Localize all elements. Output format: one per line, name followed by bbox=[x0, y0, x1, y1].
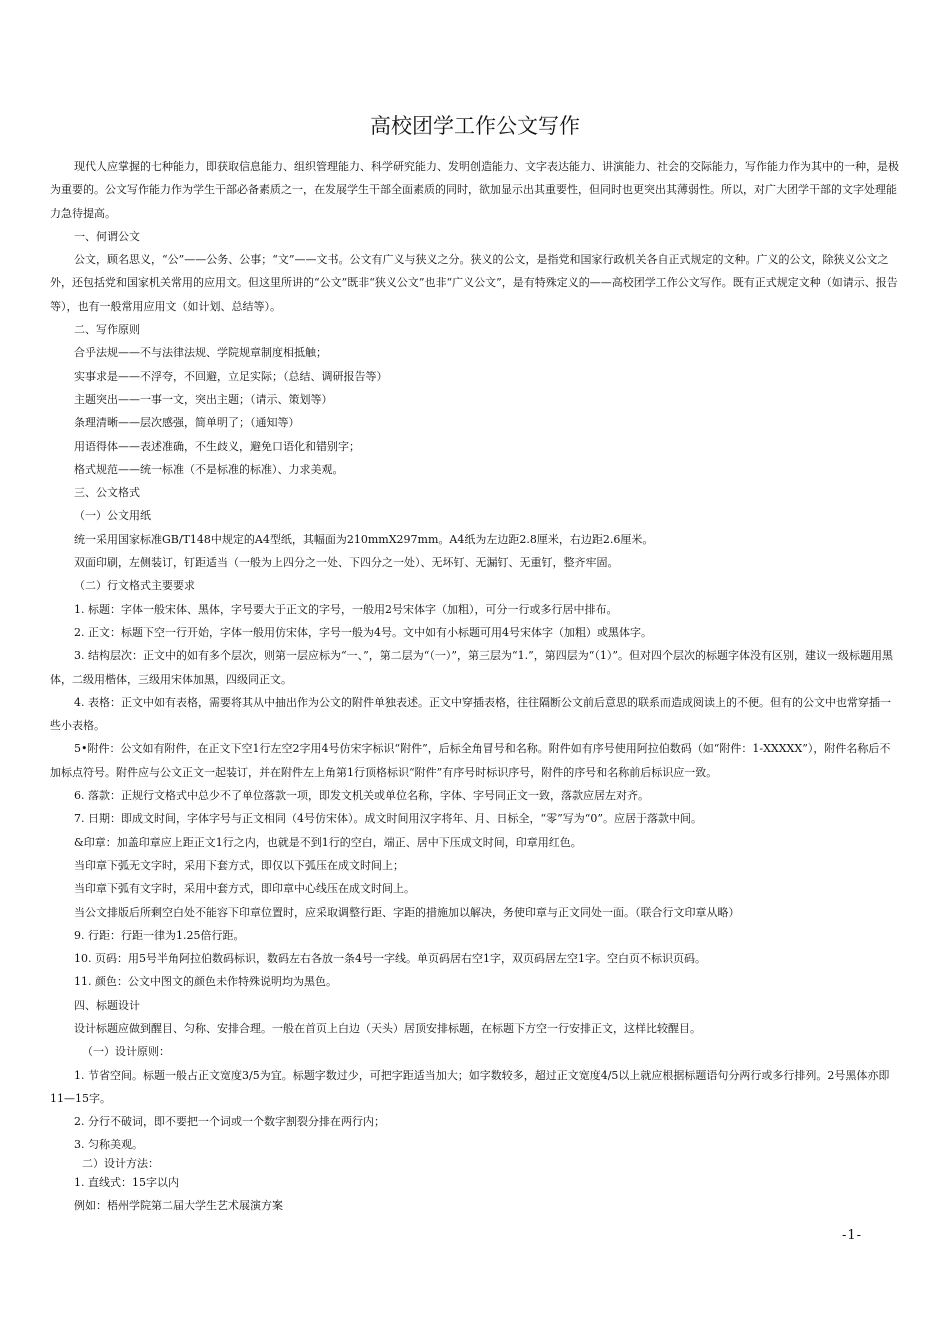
format-item: 10. 页码：用5号半角阿拉伯数码标识，数码左右各放一条4号一字线。单页码居右空1字，双页码居左空1字。空白页不标识页码。 bbox=[74, 952, 706, 966]
paragraph: 双面印刷，左侧装订，钉距适当（一般为上四分之一处、下四分之一处）、无坏钉、无漏钉、无重钉，整齐牢固。 bbox=[74, 556, 619, 570]
section-heading-1: 一、何谓公文 bbox=[74, 229, 140, 243]
format-item: 当公文排版后所剩空白处不能容下印章位置时，应采取调整行距、字距的措施加以解决，务使印章与正文同处一面。（联合行文印章从略） bbox=[74, 905, 740, 919]
format-item: 当印章下弧无文字时，采用下套方式，即仅以下弧压在成文时间上； bbox=[74, 858, 404, 872]
paragraph-definition: 公文，顾名思义，“公”——公务、公事；“文”——文书。公文有广义与狭义之分。狭义的公文，是指党和国家行政机关各自正式规定的文种。广义的公文，除狭义公文之外，还包括党和国家机关常用的应用文。但这里所讲的“公文”既非“狭义公文”也非“广义公文”，是有特殊定义的——高校团学工作公文写作。既有正式规定文种（如请示、报告等），也有一般常用应用文（如计划、总结等）。 bbox=[50, 253, 898, 313]
document-title: 高校团学工作公文写作 bbox=[370, 114, 580, 138]
section-heading-3: 三、公文格式 bbox=[74, 486, 140, 500]
format-item: 11. 颜色：公文中图文的颜色未作特殊说明均为黑色。 bbox=[74, 975, 337, 989]
page-number: -1- bbox=[842, 1228, 863, 1243]
document-body bbox=[50, 155, 900, 1217]
format-item: 1. 标题：字体一般宋体、黑体，字号要大于正文的字号，一般用2号宋体字（加粗），可分一行或多行居中排布。 bbox=[74, 602, 618, 616]
subsection-heading: （二）行文格式主要要求 bbox=[74, 579, 195, 593]
principle-item: 主题突出——一事一文，突出主题；（请示、策划等） bbox=[74, 392, 333, 406]
design-item: 3. 匀称美观。 bbox=[74, 1138, 143, 1152]
principle-item: 实事求是——不浮夸，不回避，立足实际；（总结、调研报告等） bbox=[74, 369, 388, 383]
intro-paragraph: 现代人应掌握的七种能力，即获取信息能力、组织管理能力、科学研究能力、发明创造能力、文字表达能力、讲演能力、社会的交际能力，写作能力作为其中的一种，是极为重要的。公文写作能力作为学生干部必备素质之一，在发展学生干部全面素质的同时，欲加显示出其重要性，但同时也更突出其薄弱性。所以，对广大团学干部的文字处理能力急待提高。 bbox=[50, 160, 899, 220]
subsection-heading: （一）公文用纸 bbox=[74, 509, 151, 523]
format-item: 4. 表格：正文中如有表格，需要将其从中抽出作为公文的附件单独表述。正文中穿插表格，往往隔断公文前后意思的联系而造成阅读上的不便。但有的公文中也常穿插一些小表格。 bbox=[50, 695, 891, 733]
principle-item: 条理清晰——层次感强，简单明了；（通知等） bbox=[74, 416, 300, 430]
format-item: &印章：加盖印章应上距正文1行之内，也就是不到1行的空白，端正、居中下压成文时间，印章用红色。 bbox=[74, 835, 582, 849]
paragraph: 设计标题应做到醒目、匀称、安排合理。一般在首页上白边（天头）居顶安排标题，在标题下方空一行安排正文，这样比较醒目。 bbox=[74, 1021, 701, 1035]
section-heading-2: 二、写作原则 bbox=[74, 323, 140, 337]
principle-item: 格式规范——统一标准（不是标准的标准）、力求美观。 bbox=[74, 462, 344, 476]
section-heading-4: 四、标题设计 bbox=[74, 998, 140, 1012]
format-item: 6. 落款：正规行文格式中总少不了单位落款一项，即发文机关或单位名称，字体、字号同正文一致，落款应居左对齐。 bbox=[74, 789, 649, 803]
subsection-heading: 二）设计方法： bbox=[82, 1156, 159, 1170]
format-item: 2. 正文：标题下空一行开始，字体一般用仿宋体，字号一般为4号。文中如有小标题可用4号宋体字（加粗）或黑体字。 bbox=[74, 625, 652, 639]
format-item: 当印章下弧有文字时，采用中套方式，即印章中心线压在成文时间上。 bbox=[74, 882, 415, 896]
subsection-heading: （一）设计原则： bbox=[82, 1045, 170, 1059]
format-item: 7. 日期：即成文时间，字体字号与正文相同（4号仿宋体）。成文时间用汉字将年、月、日标全，“零”写为“0”。应居于落款中间。 bbox=[74, 812, 702, 826]
format-item: 9. 行距：行距一律为1.25倍行距。 bbox=[74, 928, 245, 942]
format-item: 5•附件：公文如有附件，在正文下空1行左空2字用4号仿宋字标识“附件”，后标全角冒号和名称。附件如有序号使用阿拉伯数码（如“附件：1-XXXXX”），附件名称后不加标点符号。附件应与公文正文一起装订，并在附件左上角第1行顶格标识“附件”有序号时标识序号，附件的序号和名称前后标识应一致。 bbox=[50, 742, 891, 779]
format-item: 3. 结构层次：正文中的如有多个层次，则第一层应标为“一、”，第二层为“（一）”，第三层为“1.”，第四层为“（1）”。但对四个层次的标题字体没有区别，建议一级标题用黑体，二级用楷体，三级用宋体加黑，四级同正文。 bbox=[50, 649, 893, 686]
design-item: 1. 直线式：15字以内 bbox=[74, 1175, 179, 1189]
principle-item: 合乎法规——不与法律法规、学院规章制度相抵触； bbox=[74, 346, 327, 360]
paragraph: 统一采用国家标准GB/T148中规定的A4型纸，其幅面为210mmX297mm。A4纸为左边距2.8厘米，右边距2.6厘米。 bbox=[74, 532, 654, 546]
example-line: 例如：梧州学院第二届大学生艺术展演方案 bbox=[74, 1199, 283, 1213]
design-item: 2. 分行不破词，即不要把一个词或一个数字割裂分排在两行内； bbox=[74, 1115, 385, 1129]
design-item: 1. 节省空间。标题一般占正文宽度3/5为宜。标题字数过少，可把字距适当加大；如字数较多，超过正文宽度4/5以上就应根据标题语句分两行或多行排列。2号黑体亦即11—15字。 bbox=[50, 1068, 890, 1105]
principle-item: 用语得体——表述准确，不生歧义，避免口语化和错别字； bbox=[74, 439, 360, 453]
